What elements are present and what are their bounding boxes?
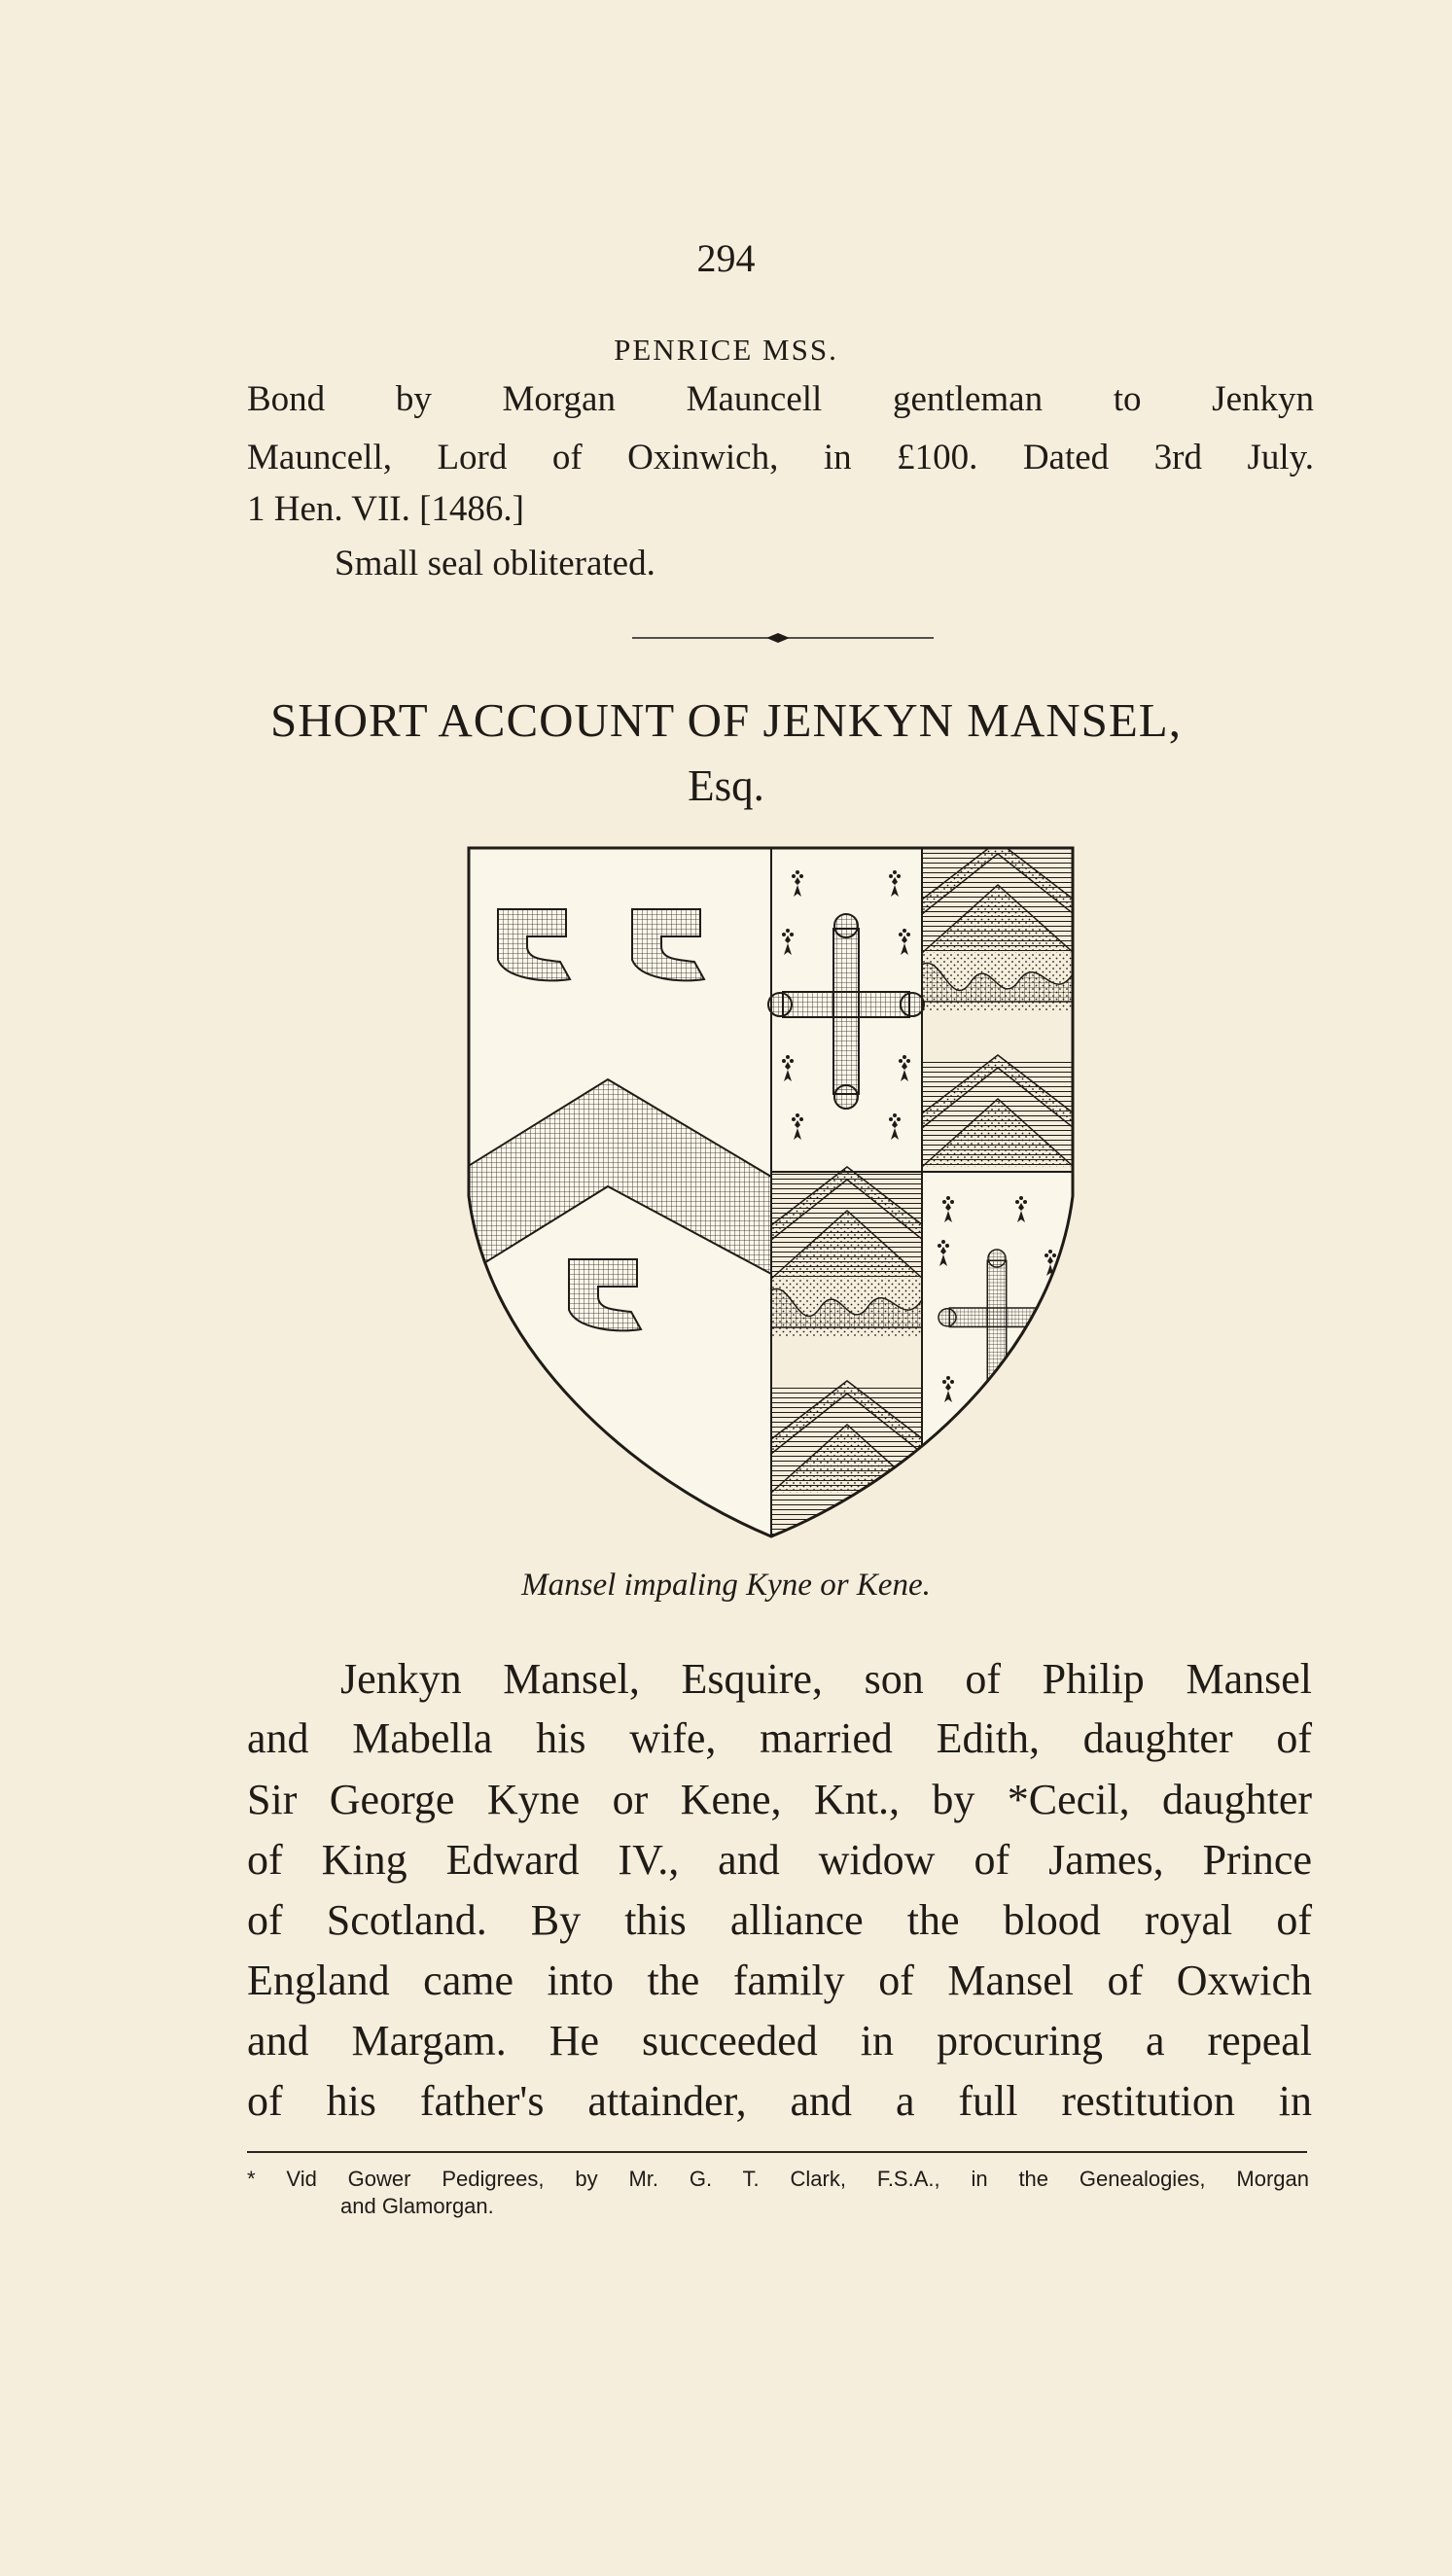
page-number: 294 [696, 236, 756, 280]
bond-line: Mauncell, Lord of Oxinwich, in £100. Dated 3rd July. [247, 438, 1314, 477]
body-line: Jenkyn Mansel, Esquire, son of Philip Mansel [340, 1655, 1312, 1703]
body-line: of his father's attainder, and a full restitution in [247, 2077, 1312, 2125]
footnote-rule [247, 2151, 1307, 2153]
body-line: Sir George Kyne or Kene, Knt., by *Cecil, daughter [247, 1776, 1312, 1823]
illustration-caption: Mansel impaling Kyne or Kene. [521, 1568, 931, 1603]
coat-of-arms-illustration [467, 846, 1075, 1541]
body-line: of King Edward IV., and widow of James, Prince [247, 1836, 1312, 1884]
body-line: England came into the family of Mansel of Oxwich [247, 1957, 1312, 2004]
body-line: and Margam. He succeeded in procuring a repeal [247, 2017, 1312, 2064]
footnote: * Vid Gower Pedigrees, by Mr. G. T. Clark, F.S.A., in the Genealogies, Morgan [247, 2167, 1309, 2191]
seal-note: Small seal obliterated. [335, 544, 655, 583]
bond-line: Bond by Morgan Mauncell gentleman to Jenkyn [247, 379, 1314, 419]
section-heading: PENRICE MSS. [614, 333, 838, 367]
body-line: and Mabella his wife, married Edith, daughter of [247, 1714, 1312, 1762]
body-line: of Scotland. By this alliance the blood royal of [247, 1896, 1312, 1944]
article-title-suffix: Esq. [688, 761, 764, 810]
ornamental-divider [632, 632, 934, 644]
bond-line: 1 Hen. VII. [1486.] [247, 489, 524, 529]
footnote-continuation: and Glamorgan. [340, 2194, 494, 2218]
article-title: SHORT ACCOUNT OF JENKYN MANSEL, [270, 693, 1182, 747]
